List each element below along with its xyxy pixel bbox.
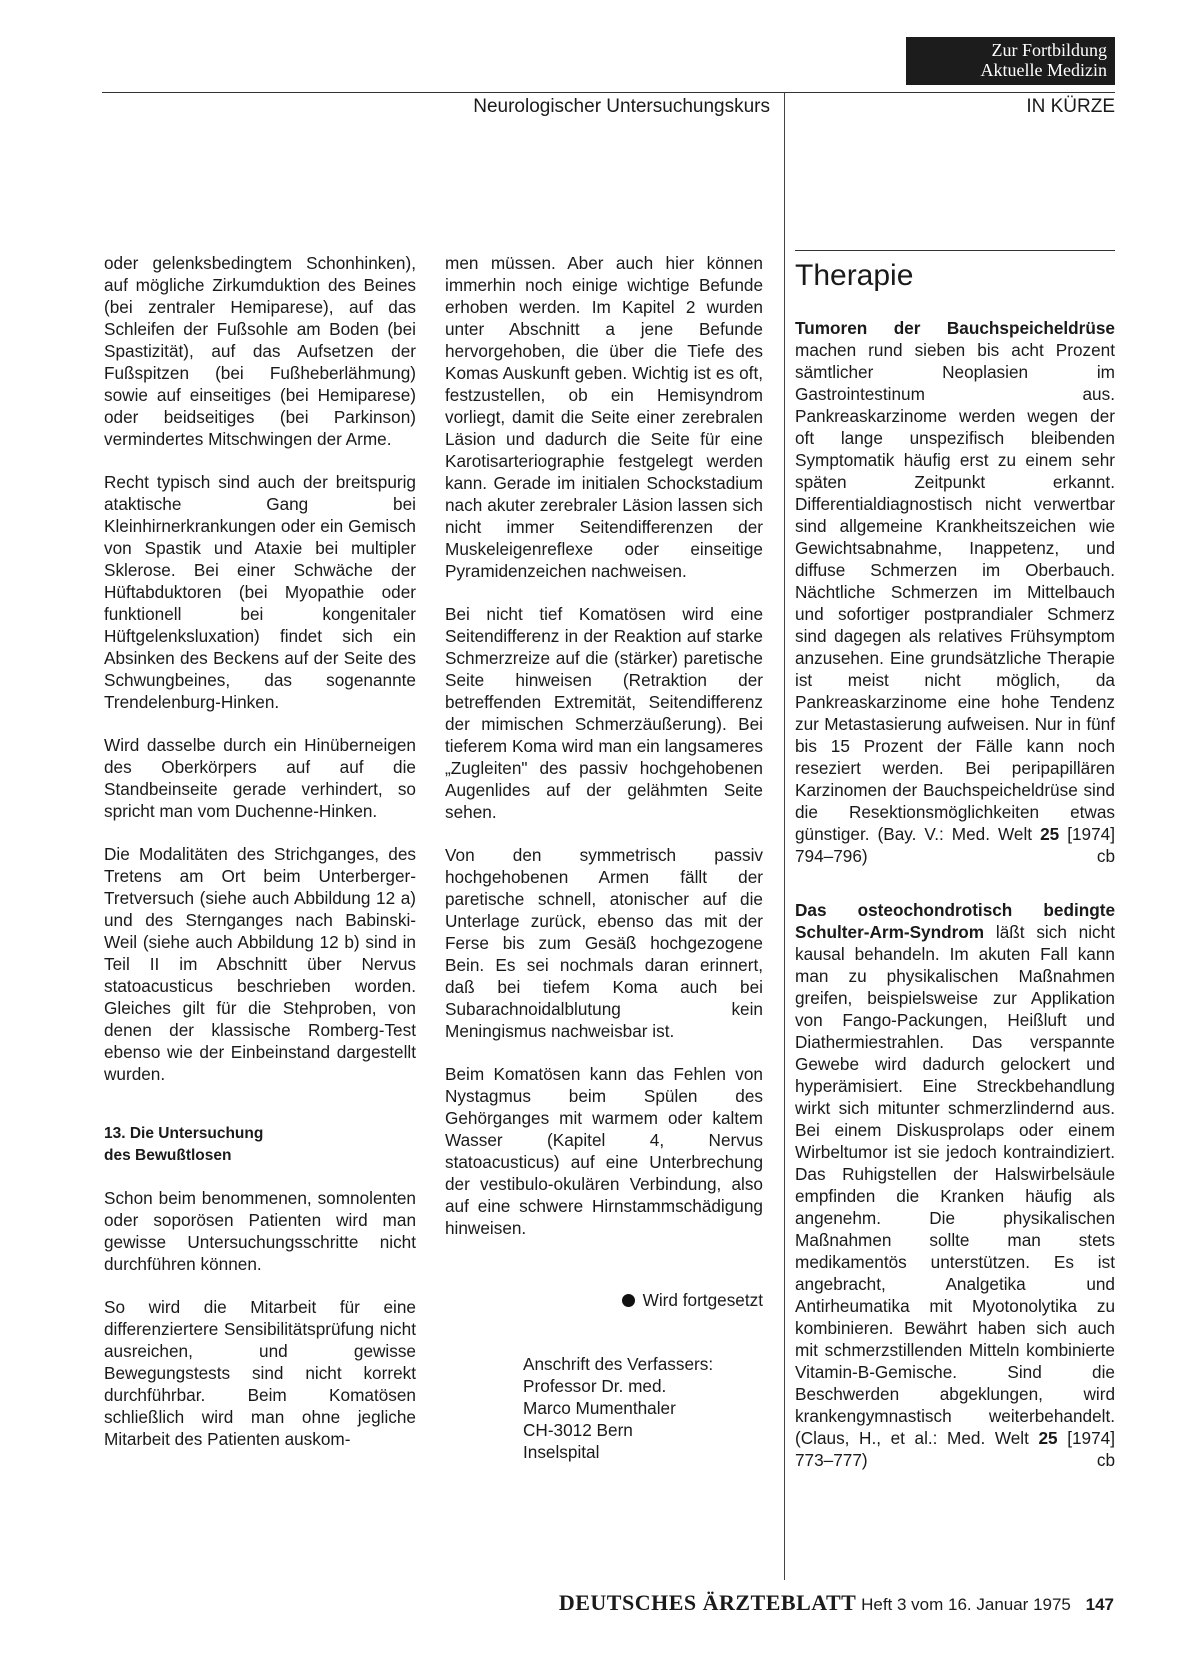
journal-title: DEUTSCHES ÄRZTEBLATT	[558, 1590, 857, 1615]
bullet-dot-icon	[622, 1294, 635, 1307]
section-heading-line: 13. Die Untersuchung	[104, 1125, 264, 1142]
news-item	[795, 317, 1115, 867]
badge-line-2: Aktuelle Medizin	[980, 60, 1107, 80]
running-header-right: IN KÜRZE	[1026, 96, 1115, 117]
author-signature: cb	[1096, 846, 1115, 866]
continued-note	[445, 1289, 763, 1311]
citation-tail: [1974] 773–777)	[795, 1428, 1116, 1470]
section-rule	[795, 250, 1115, 251]
running-header-left: Neurologischer Untersuchungskurs	[473, 96, 770, 117]
paragraph: men müssen. Aber auch hier können immerhin noch einige wichtige Befunde erhoben werden. Im Kapitel 2 wurden unter Abschnitt a jene Befunde hervorgehoben, die über die Tiefe des Komas Auskunft geben. Wichtig ist es oft, festzustellen, ob ein Hemisyndrom vorliegt, damit die Seite einer zerebralen Läsion und dadurch die Seite für eine Karotisarteriographie festgelegt werden kann. Gerade im initialen Schockstadium nach akuter zerebraler Läsion lassen sich nicht immer Seitendifferenzen der Muskeleigenreflexe oder einseitige Pyramidenzeichen nachweisen.	[445, 253, 763, 581]
section-heading	[104, 1123, 416, 1167]
news-item-body: machen rund sieben bis acht Prozent sämtlicher Neoplasien im Gastrointestinum aus. Pankreaskarzinome werden wegen der oft lange unspezifisch bleibenden Symptomatik häufig erst zu einem sehr späten Zeitpunkt erkannt. Differentialdiagnostisch nicht verwertbar sind allgemeine Krankheitszeichen wie Gewichtsabnahme, Inappetenz, und diffuse Schmerzen im Oberbauch. Nächtliche Schmerzen im Mittelbauch und sofortiger postprandialer Schmerz sind dagegen als relatives Frühsymptom anzusehen. Eine grundsätzliche Therapie ist meist nicht möglich, da Pankreaskarzinome eine hohe Tendenz zur Metastasierung aufweisen. Nur in fünf bis 15 Prozent der Fälle kann noch reseziert werden. Bei peripapillären Karzinomen der Bauchspeicheldrüse sind die Resektionsmöglichkeiten etwas günstiger. (Bay. V.: Med. Welt	[795, 340, 1115, 844]
address-line: Professor Dr. med.	[523, 1376, 667, 1396]
citation-tail: [1974] 794–796)	[795, 824, 1115, 866]
paragraph: Schon beim benommenen, somnolenten oder soporösen Patienten wird man gewisse Untersuchungsschritte nicht durchführen können.	[104, 1188, 416, 1274]
page-number: 147	[1085, 1595, 1114, 1614]
section-heading-line: des Bewußtlosen	[104, 1147, 232, 1164]
paragraph: So wird die Mitarbeit für eine differenziertere Sensibilitätsprüfung nicht ausreichen, und gewisse Bewegungstests sind nicht korrekt durchführbar. Beim Komatösen schließlich wird man ohne jegliche Mitarbeit des Patienten auskom-	[104, 1297, 416, 1449]
news-column	[795, 250, 1115, 1503]
paragraph: Bei nicht tief Komatösen wird eine Seitendifferenz in der Reaktion auf starke Schmerzreize auf die (stärker) paretische Seite hinweisen (Retraktion der betreffenden Extremität, Seitendifferenz der mimischen Schmerzäußerung). Bei tieferem Koma wird man ein langsameres „Zugleiten" des passiv hochgehobenen Augenlides auf der gelähmten Seite sehen.	[445, 604, 763, 822]
news-item-body: läßt sich nicht kausal behandeln. Im akuten Fall kann man zu physikalischen Maßnahmen greifen, beispielsweise zur Applikation von Fango-Packungen, Heißluft und Diathermiestrahlen. Das verspannte Gewebe wird dadurch gelockert und hyperämisiert. Eine Streckbehandlung wirkt sich mitunter schmerzlindernd aus. Bei einem Diskusprolaps oder einem Wirbeltumor ist sie jedoch kontraindiziert. Das Ruhigstellen der Halswirbelsäule empfinden die Kranken häufig als angenehm. Die physikalischen Maßnahmen sollte man stets medikamentös unterstützen. Es ist angebracht, Analgetika und Antirheumatika mit Myotonolytika zu kombinieren. Bewährt haben sich auch mit schmerzstillenden Mitteln kombinierte Vitamin-B-Gemische. Sind die Beschwerden abgeklungen, wird krankengymnastisch weiterbehandelt. (Claus, H., et al.: Med. Welt	[795, 922, 1115, 1448]
section-title: Therapie	[795, 259, 914, 292]
author-signature: cb	[1096, 1450, 1115, 1470]
article-column-2	[445, 252, 763, 1463]
news-item-heading: Das osteochondrotisch bedingte Schulter-Arm-Syndrom	[795, 900, 1115, 942]
news-item-heading: Tumoren der Bauchspeicheldrüse	[795, 318, 1115, 338]
paragraph: Von den symmetrisch passiv hochgehobenen Armen fällt der paretische schnell, atonischer auf die Unterlage zurück, ebenso das mit der Ferse bis zum Gesäß hochgezogene Bein. Es sei nochmals daran erinnert, daß bei tiefem Koma auch bei Subarachnoidalblutung kein Meningismus nachweisbar ist.	[445, 845, 763, 1041]
section-badge	[906, 37, 1115, 85]
volume-number: 25	[1040, 824, 1060, 844]
volume-number: 25	[1038, 1428, 1058, 1448]
address-line: Anschrift des Verfassers:	[523, 1354, 714, 1374]
address-line: Marco Mumenthaler	[523, 1398, 676, 1418]
continued-label: Wird fortgesetzt	[642, 1290, 763, 1310]
author-address	[523, 1353, 763, 1463]
paragraph: Wird dasselbe durch ein Hinüberneigen des Oberkörpers auf auf die Standbeinseite gerade verhindert, so spricht man vom Duchenne-Hinken.	[104, 735, 416, 821]
page-footer	[484, 1590, 1114, 1616]
top-rule	[102, 92, 1115, 93]
paragraph: Beim Komatösen kann das Fehlen von Nystagmus beim Spülen des Gehörganges mit warmem oder kaltem Wasser (Kapitel 4, Nervus statoacusticus) auf eine Unterbrechung der vestibulo-okulären Verbindung, also auf eine schwere Hirnstammschädigung hinweisen.	[445, 1064, 763, 1238]
paragraph: oder gelenksbedingtem Schonhinken), auf mögliche Zirkumduktion des Beines (bei zentraler Hemiparese), auf das Schleifen der Fußsohle am Boden (bei Spastizität), auf das Aufsetzen der Fußspitzen (bei Fußheberlähmung) sowie auf einseitiges (bei Hemiparese) oder beidseitiges (bei Parkinson) vermindertes Mitschwingen der Arme.	[104, 253, 416, 449]
address-line: CH-3012 Bern	[523, 1420, 633, 1440]
paragraph: Die Modalitäten des Strichganges, des Tretens am Ort beim Unterberger-Tretversuch (siehe auch Abbildung 12 a) und des Sternganges nach Babinski-Weil (siehe auch Abbildung 12 b) sind in Teil II im Abschnitt über Nervus statoacusticus beschrieben worden. Gleiches gilt für die Stehproben, von denen der klassische Romberg-Test ebenso wie der Einbeinstand dargestellt wurden.	[104, 844, 416, 1084]
address-line: Inselspital	[523, 1442, 600, 1462]
issue-info: Heft 3 vom 16. Januar 1975	[861, 1595, 1071, 1614]
column-divider	[784, 93, 785, 1580]
article-column-1	[104, 252, 416, 1471]
paragraph: Recht typisch sind auch der breitspurig ataktische Gang bei Kleinhirnerkrankungen oder ein Gemisch von Spastik und Ataxie bei multipler Sklerose. Bei einer Schwäche der Hüftabduktoren (bei Myopathie oder funktionell bei kongenitaler Hüftgelenksluxation) findet sich ein Absinken des Beckens auf der Seite des Schwungbeines, das sogenannte Trendelenburg-Hinken.	[104, 472, 416, 712]
news-item	[795, 899, 1115, 1471]
badge-line-1: Zur Fortbildung	[991, 40, 1107, 60]
